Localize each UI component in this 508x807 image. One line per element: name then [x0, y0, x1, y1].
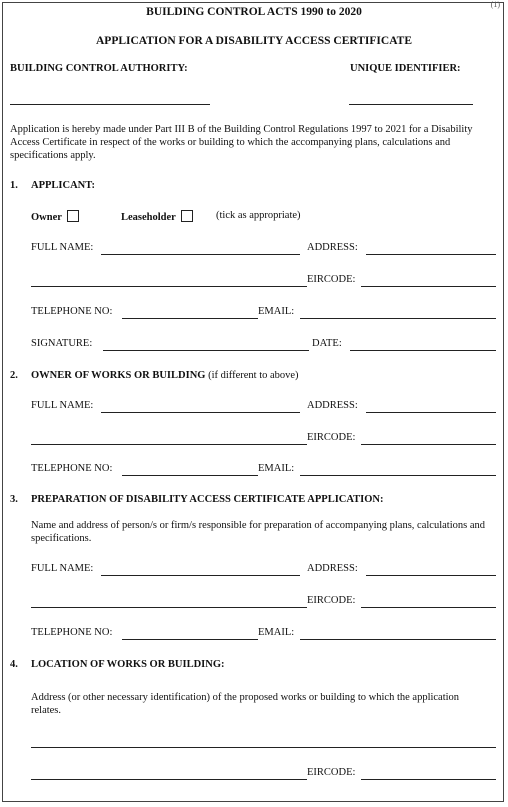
section-3-title: PREPARATION OF DISABILITY ACCESS CERTIFICATE APPLICATION:: [31, 494, 384, 505]
s3-address-label: ADDRESS:: [307, 563, 358, 574]
s1-email-label: EMAIL:: [258, 306, 295, 317]
section-1-title: APPLICANT:: [31, 180, 95, 191]
s2-address-line2-field[interactable]: [31, 444, 307, 445]
s1-eircode-field[interactable]: [361, 286, 496, 287]
section-2-heading: [31, 370, 299, 381]
identifier-field[interactable]: [349, 104, 473, 105]
s1-email-field[interactable]: [300, 318, 496, 319]
s4-address-line2-field[interactable]: [31, 779, 307, 780]
s3-full-name-field[interactable]: [101, 575, 300, 576]
s3-email-label: EMAIL:: [258, 627, 295, 638]
s1-address-field[interactable]: [366, 254, 496, 255]
s1-full-name-field[interactable]: [101, 254, 300, 255]
s1-full-name-label: FULL NAME:: [31, 242, 94, 253]
intro-paragraph: Application is hereby made under Part III B of the Building Control Regulations 1997 to 2021 for a Disability Access Certificate in respect of the works or building to which the accompanying plans, calculations and specifications apply.: [10, 124, 473, 161]
section-1-number: 1.: [10, 180, 18, 191]
section-4-title: LOCATION OF WORKS OR BUILDING:: [31, 659, 225, 670]
leaseholder-option: [121, 210, 193, 223]
tick-note: (tick as appropriate): [216, 210, 301, 221]
s3-address-line2-field[interactable]: [31, 607, 307, 608]
section-2-note: (if different to above): [208, 370, 299, 381]
owner-label: Owner: [31, 212, 62, 223]
s2-telephone-field[interactable]: [122, 475, 258, 476]
s3-eircode-field[interactable]: [361, 607, 496, 608]
s1-signature-field[interactable]: [103, 350, 309, 351]
leaseholder-checkbox[interactable]: [181, 210, 193, 222]
s3-email-field[interactable]: [300, 639, 496, 640]
authority-field[interactable]: [10, 104, 210, 105]
s1-address-line2-field[interactable]: [31, 286, 307, 287]
section-2-number: 2.: [10, 370, 18, 381]
corner-mark: (1): [490, 0, 500, 9]
s1-signature-label: SIGNATURE:: [31, 338, 93, 349]
s3-telephone-label: TELEPHONE NO:: [31, 627, 113, 638]
section-3-description: Name and address of person/s or firm/s responsible for preparation of accompanying plans, calculations and specifications.: [31, 520, 485, 544]
s2-address-field[interactable]: [366, 412, 496, 413]
section-4-description: Address (or other necessary identification) of the proposed works or building to which the application relates.: [31, 692, 460, 716]
section-2-title: OWNER OF WORKS OR BUILDING: [31, 370, 206, 381]
s4-eircode-label: EIRCODE:: [307, 767, 356, 778]
owner-checkbox[interactable]: [67, 210, 79, 222]
s3-full-name-label: FULL NAME:: [31, 563, 94, 574]
s2-eircode-field[interactable]: [361, 444, 496, 445]
section-4-number: 4.: [10, 659, 18, 670]
authority-label: BUILDING CONTROL AUTHORITY:: [10, 63, 188, 74]
s1-eircode-label: EIRCODE:: [307, 274, 356, 285]
s1-address-label: ADDRESS:: [307, 242, 358, 253]
s2-email-label: EMAIL:: [258, 463, 295, 474]
section-3-number: 3.: [10, 494, 18, 505]
s2-eircode-label: EIRCODE:: [307, 432, 356, 443]
s4-address-line1-field[interactable]: [31, 747, 496, 748]
s2-full-name-field[interactable]: [101, 412, 300, 413]
s1-telephone-label: TELEPHONE NO:: [31, 306, 113, 317]
s1-telephone-field[interactable]: [122, 318, 258, 319]
form-title-acts: BUILDING CONTROL ACTS 1990 to 2020: [146, 6, 362, 18]
s3-telephone-field[interactable]: [122, 639, 258, 640]
s2-telephone-label: TELEPHONE NO:: [31, 463, 113, 474]
s2-address-label: ADDRESS:: [307, 400, 358, 411]
leaseholder-label: Leaseholder: [121, 212, 176, 223]
s3-eircode-label: EIRCODE:: [307, 595, 356, 606]
s2-email-field[interactable]: [300, 475, 496, 476]
s3-address-field[interactable]: [366, 575, 496, 576]
identifier-label: UNIQUE IDENTIFIER:: [350, 63, 461, 74]
s2-full-name-label: FULL NAME:: [31, 400, 94, 411]
form-title-application: APPLICATION FOR A DISABILITY ACCESS CERTIFICATE: [95, 35, 413, 47]
s1-date-field[interactable]: [350, 350, 496, 351]
s4-eircode-field[interactable]: [361, 779, 496, 780]
s1-date-label: DATE:: [312, 338, 342, 349]
owner-option: [31, 210, 79, 223]
